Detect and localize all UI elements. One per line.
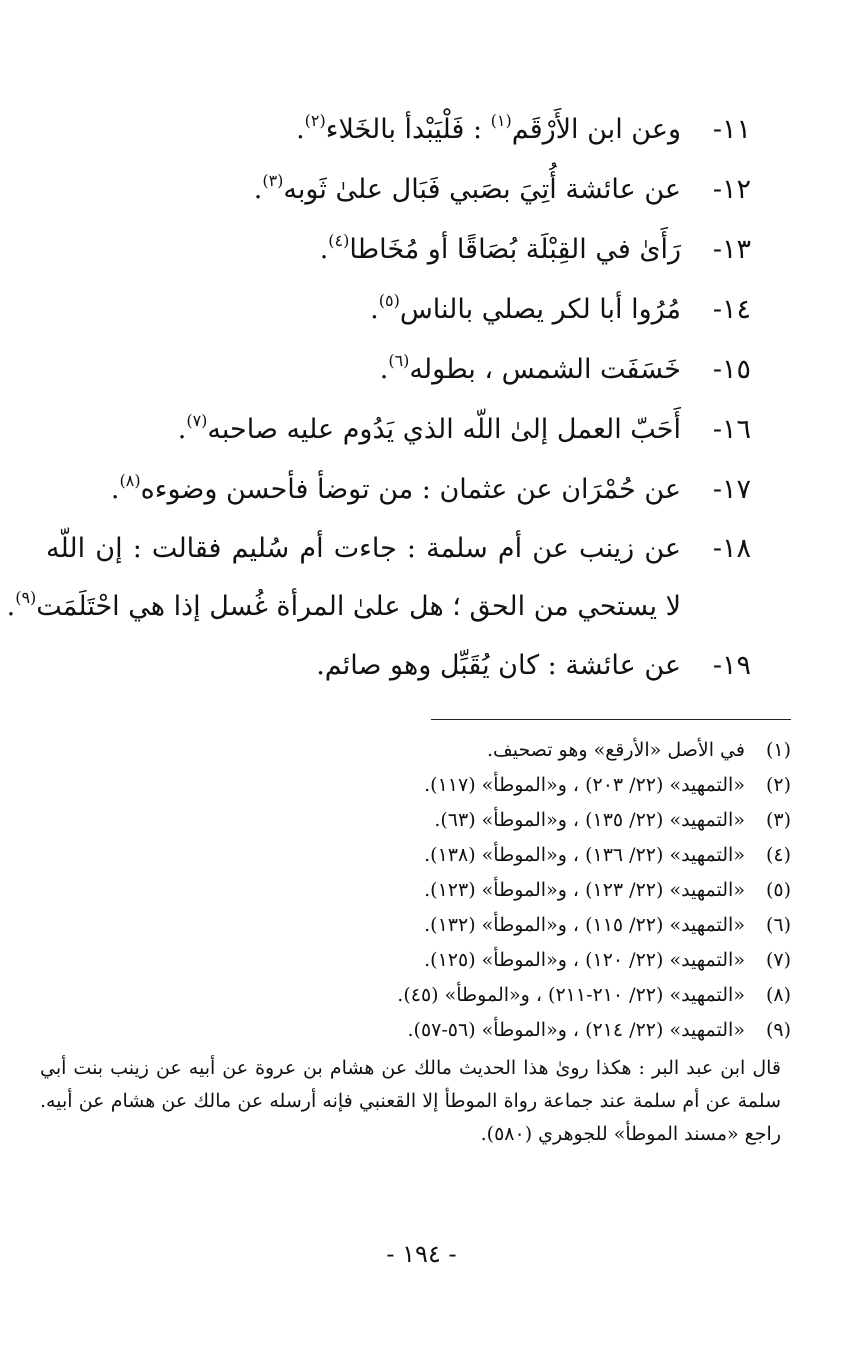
footnote-ref[interactable]: (٢) xyxy=(304,111,326,130)
footnote-commentary: قال ابن عبد البر : هكذا روىٰ هذا الحديث مالك عن هشام بن عروة عن أبيه عن زينب بنت أبي سلمة عن أم سلمة عند جماعة رواة الموطأ إلا القعنبي فإنه أرسله عن مالك عن هشام عن أبيه. راجع «مسند الموطأ» للجوهري (٥٨٠). xyxy=(40,1057,781,1145)
footnote-ref[interactable]: (٦) xyxy=(388,351,410,370)
list-item-14: ١٤- مُرُوا أبا لكر يصلي بالناس$^{(٥)}$. xyxy=(46,280,751,340)
footnote-divider xyxy=(431,719,791,720)
list-item-15: ١٥- خَسَفَت الشمس ، بطوله$^{(٦)}$. xyxy=(46,340,751,400)
item-number: ١٩- xyxy=(712,650,751,681)
footnote-ref[interactable]: (٤) xyxy=(328,231,350,250)
footnote: (٢) «التمهيد» (٢٢/ ٢٠٣) ، و«الموطأ» (١١٧). xyxy=(424,774,791,796)
item-number: ١٦- xyxy=(712,414,751,445)
list-item-13: ١٣- رَأَىٰ في القِبْلَة بُصَاقًا أو مُخَاطا$^{(٤)}$. xyxy=(46,220,751,280)
item-number: ١٨- xyxy=(712,533,751,564)
list-item-16: ١٦- أَحَبّ العمل إلىٰ اللّه الذي يَدُوم عليه صاحبه$^{(٧)}$. xyxy=(46,400,751,460)
item-number: ١٣- xyxy=(712,234,751,265)
item-number: ١٧- xyxy=(712,474,751,505)
item-number: ١٥- xyxy=(712,354,751,385)
footnote: (٤) «التمهيد» (٢٢/ ١٣٦) ، و«الموطأ» (١٣٨). xyxy=(424,844,791,866)
footnote: (١) في الأصل «الأرقع» وهو تصحيف. xyxy=(487,739,791,761)
footnote-ref[interactable]: (٩) xyxy=(15,588,37,607)
footnote-ref[interactable]: (٧) xyxy=(186,411,208,430)
footnote-ref[interactable]: (٥) xyxy=(378,291,400,310)
footnote-ref[interactable]: (٣) xyxy=(262,171,284,190)
footnote: (٧) «التمهيد» (٢٢/ ١٢٠) ، و«الموطأ» (١٢٥). xyxy=(424,949,791,971)
main-text xyxy=(6,100,751,696)
footnote: (٩) «التمهيد» (٢٢/ ٢١٤) ، و«الموطأ» (٥٦-٥٧). xyxy=(407,1019,791,1041)
list-item-19: ١٩- عن عائشة : كان يُقَبِّل وهو صائم. xyxy=(46,636,751,696)
item-number: ١١- xyxy=(712,114,751,145)
footnotes xyxy=(40,733,791,1151)
item-number: ١٤- xyxy=(712,294,751,325)
list-item-12: ١٢- عن عائشة أُتِيَ بصَبي فَبَال علىٰ ثَوبه$^{(٣)}$. xyxy=(46,160,751,220)
footnote: (٦) «التمهيد» (٢٢/ ١١٥) ، و«الموطأ» (١٣٢). xyxy=(424,914,791,936)
footnote-ref[interactable]: (٨) xyxy=(119,471,141,490)
list-item-17: ١٧- عن حُمْرَان عن عثمان : من توضأ فأحسن وضوءه$^{(٨)}$. xyxy=(46,460,751,520)
item-number: ١٢- xyxy=(712,174,751,205)
list-item-11: ١١- وعن ابن الأَرْقَم$^{(١)}$ : فَلْيَبْدأ بالخَلاء$^{(٢)}$. xyxy=(46,100,751,160)
footnote: (٨) «التمهيد» (٢٢/ ٢١٠-٢١١) ، و«الموطأ» (٤٥). xyxy=(397,984,791,1006)
page-number: - ١٩٤ - xyxy=(386,1240,457,1268)
footnote: (٣) «التمهيد» (٢٢/ ١٣٥) ، و«الموطأ» (٦٣). xyxy=(434,809,791,831)
footnote-ref[interactable]: (١) xyxy=(490,111,512,130)
list-item-18: ١٨- عن زينب عن أم سلمة : جاءت أم سُليم فقالت : إن اللّه لا يستحي من الحق ؛ هل علىٰ المرأة غُسل إذا هي احْتَلَمَت$^{(٩)}$. xyxy=(46,520,751,636)
footnote: (٥) «التمهيد» (٢٢/ ١٢٣) ، و«الموطأ» (١٢٣). xyxy=(424,879,791,901)
